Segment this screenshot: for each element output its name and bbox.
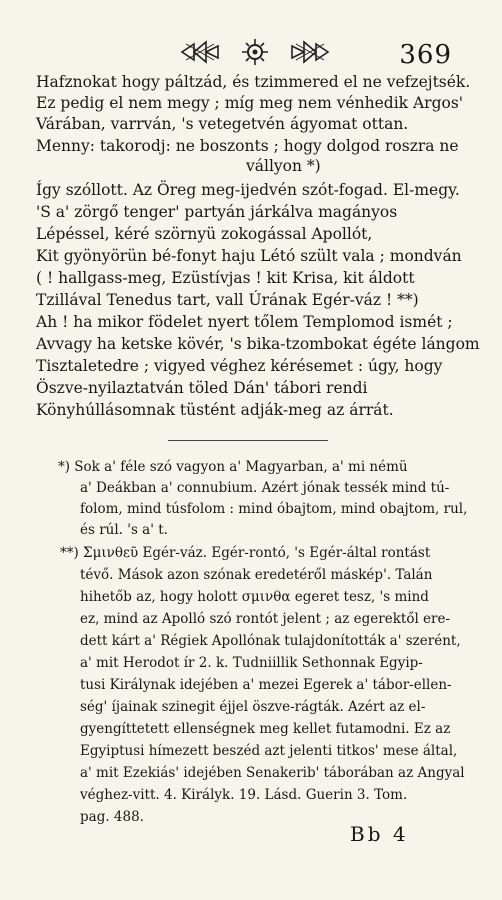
right-flourish-icon [290,40,330,64]
poem-line: Ah ! ha mikor födelet nyert tőlem Templomod ismét ; [36,313,453,331]
poem-line: Könyhúllásomnak tüstént adják-meg az árrát. [36,401,394,419]
poem-line: Menny: takorodj: ne boszonts ; hogy dolgod roszra ne [36,137,459,155]
poem-line: Avvagy ha ketske kövér, 's bika-tzombokat égéte lángom [36,335,480,353]
header-ornament [180,38,330,66]
footnote-line: ség' íjainak szinegit éjjel öszve-rágták. Azért az el- [80,699,426,715]
footnote-line: tévő. Mások azon szónak eredetéről máskép'. Talán [80,567,433,583]
poem-line: Tzillával Tenedus tart, vall Úrának Egér-váz ! **) [36,291,419,309]
poem-line: Hafznokat hogy páltzád, és tzimmered el ne vefzejtsék. [36,73,471,91]
footnote-line: *) Sok a' féle szó vagyon a' Magyarban, a' mi némü [58,459,408,475]
footnote-line: ez, mind az Apolló szó rontót jelent ; az egerektől ere- [80,611,451,627]
poem-line: 'S a' zörgő tenger' partyán járkálva magányos [36,203,398,221]
footnote-line: dett kárt a' Régiek Apollónak tulajdonították a' szerént, [80,633,461,649]
footnote-line: véghez-vitt. 4. Királyk. 19. Lásd. Guerin 3. Tom. [80,787,408,803]
center-rosette-icon [240,38,270,66]
footnote-line: a' mit Herodot ír 2. k. Tudniillik Sethonnak Egyip- [80,655,423,671]
footnote-line: Egyiptusi hímezett beszéd azt jelenti titkos' mese által, [80,743,458,759]
poem-line: vállyon *) [246,157,321,175]
poem-line: Várában, varrván, 's vetegetvén ágyomat ottan. [36,115,409,133]
footnote-line: a' Deákban a' connubium. Azért jónak tessék mind tú- [80,480,450,496]
poem-line: Lépéssel, kéré szörnyü zokogással Apollót, [36,225,373,243]
poem-line: ( ! hallgass-meg, Ezüstívjas ! kit Krisa, kit áldott [36,269,415,287]
footnote-line: gyengíttetett ellenségnek meg kellet futamodni. Ez az [80,721,451,737]
footnote-line: tusi Királynak idejében a' mezei Egerek a' tábor-ellen- [80,677,452,693]
footnote-line: és rúl. 's a' t. [80,522,168,538]
page-number: 369 [399,40,452,70]
footnote-divider [168,440,328,441]
footnote-line: pag. 488. [80,809,144,825]
poem-line: Kit gyönyörün bé-fonyt haju Létó szült vala ; mondván [36,247,462,265]
poem-line: Ez pedig el nem megy ; míg meg nem vénhedik Argos' [36,94,464,112]
signature-mark: Bb 4 [350,822,409,846]
footnote-line: **) Σμινθεῦ Egér-váz. Egér-rontó, 's Egér-által rontást [60,545,431,561]
poem-line: Így szóllott. Az Öreg meg-ijedvén szót-fogad. El-megy. [36,181,460,199]
footnote-line: folom, mind túsfolom : mind óbajtom, mind obajtom, rul, [80,501,468,517]
footnote-line: hihetőb az, hogy holott σμινθα egeret tesz, 's mind [80,589,429,605]
footnote-line: a' mit Ezekiás' idejében Senakerib' táborában az Angyal [80,765,465,781]
poem-line: Tisztaletedre ; vigyed véghez kérésemet : úgy, hogy [36,357,443,375]
left-flourish-icon [180,40,220,64]
poem-line: Öszve-nyilaztatván töled Dán' tábori rendi [36,379,368,397]
